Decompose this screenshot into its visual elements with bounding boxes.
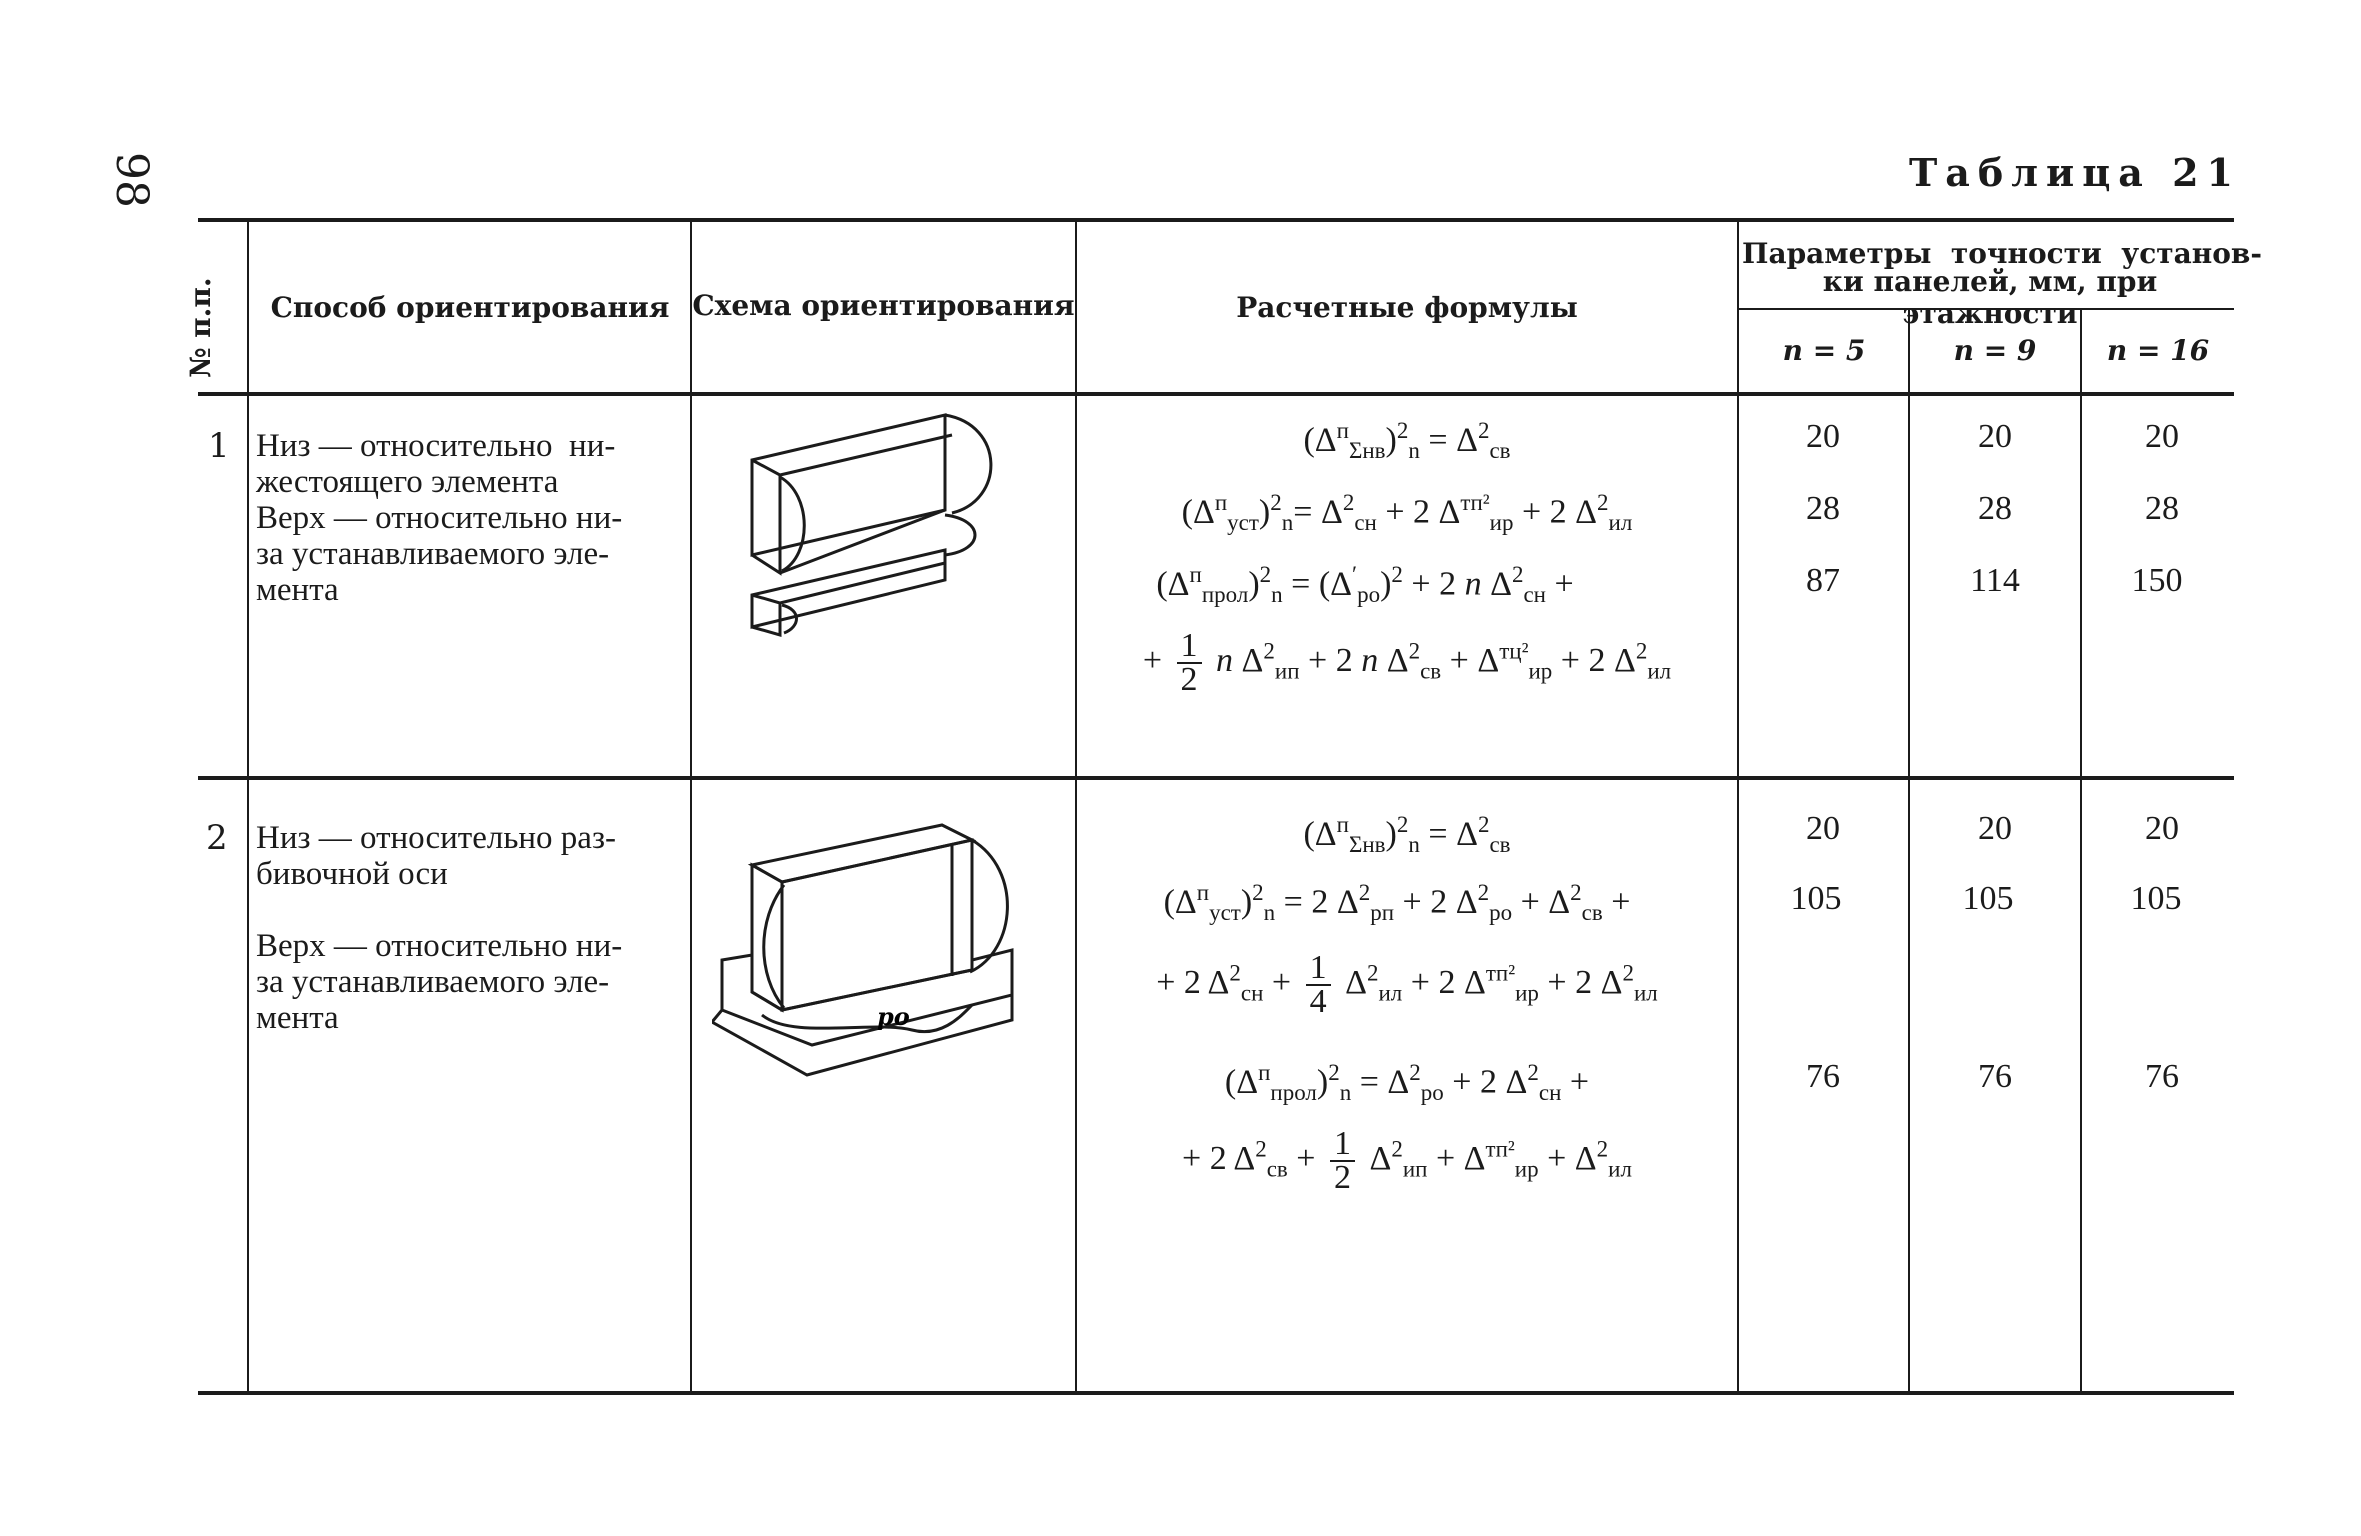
row-2-formula-1: $(\Delta^п_{\Sigma нв})^2_n = \Delta^2_{св}$ — [1303, 812, 1511, 858]
row-2-scheme-drawing — [712, 810, 1032, 1100]
row-1-value-n16: 150 — [2131, 562, 2183, 599]
row-1-formula-2: $(\Delta^п_{уст})^2_n= \Delta^2_{сн} + 2$ $\Delta^{тп^2}_{ир} + 2$ $\Delta^2_{ил}$ — [1181, 490, 1633, 536]
row-1-value-n5: 28 — [1806, 490, 1840, 527]
header-n5: n = 5 — [1782, 334, 1866, 367]
header-bottom-rule — [198, 392, 2234, 396]
header-method: Способ ориентирования — [270, 291, 670, 324]
row-1-value-n9: 28 — [1978, 490, 2012, 527]
header-params-line1: Параметры точности установ- — [1742, 237, 2262, 270]
row-1-value-n16: 20 — [2145, 418, 2179, 455]
row-2-method-line: Верх — относительно ни- — [256, 928, 623, 964]
row-1-formula-3-cont: + $\frac{1}{2}$ n $\Delta^2_{ип} + 2$ n $\Delta^2_{св} + \Delta^{тц^2}_{ир} + 2$ $\Delta^2_{ил}$ — [1142, 627, 1672, 698]
row-2-number: 2 — [206, 818, 228, 858]
header-num: № п.п. — [184, 277, 217, 378]
col-divider-formulas — [1737, 222, 1739, 1391]
row-2-method — [256, 820, 686, 1036]
row-2-formula-2: $(\Delta^п_{уст})^2_n = 2$ $\Delta^2_{рп} + 2$ $\Delta^2_{ро} + \Delta^2_{св}$ + — [1163, 880, 1631, 926]
row-1-value-n9: 20 — [1978, 418, 2012, 455]
header-n16: n = 16 — [2106, 334, 2210, 367]
col-divider-method — [690, 222, 692, 1391]
row-1-value-n16: 28 — [2145, 490, 2179, 527]
row-1-method-line: Верх — относительно ни- — [256, 500, 623, 536]
row-1-value-n5: 87 — [1806, 562, 1840, 599]
row-1-value-n5: 20 — [1806, 418, 1840, 455]
row-2-method-line: за устанавливаемого эле- — [256, 964, 610, 1000]
row-2-formula-3: $(\Delta^п_{прол})^2_n = \Delta^2_{ро} + 2$ $\Delta^2_{сн}$ + — [1224, 1060, 1590, 1106]
row-2-method-line: мента — [256, 1000, 339, 1036]
scheme-label-ro: ро — [877, 1002, 910, 1031]
col-divider-n9 — [2080, 310, 2082, 1391]
row-1-method-line: мента — [256, 572, 339, 608]
row-1-number: 1 — [208, 426, 230, 466]
table-title: Таблица 21 — [1908, 150, 2241, 195]
col-divider-n5 — [1908, 310, 1910, 1391]
row-2-value-n9: 105 — [1962, 880, 2014, 917]
row-2-method-line: Низ — относительно раз- — [256, 820, 616, 856]
header-scheme: Схема ориентирования — [692, 289, 1075, 322]
row-1-method-line: Низ — относительно ни- — [256, 428, 616, 464]
row-2-formula-3-cont: + 2 $\Delta^2_{св}$ + $\frac{1}{2}$ $\Delta^2_{ип} + \Delta^{тп^2}_{ир} + \Delta^2_{ил}$ — [1182, 1125, 1632, 1196]
row-2-value-n16: 20 — [2145, 810, 2179, 847]
row-2-value-n5: 105 — [1790, 880, 1842, 917]
col-divider-scheme — [1075, 222, 1077, 1391]
row-1-method — [256, 428, 686, 608]
row-1-value-n9: 114 — [1970, 562, 2020, 599]
row-2-value-n16: 105 — [2130, 880, 2182, 917]
row-1-method-line: жестоящего элемента — [256, 464, 559, 500]
table-bottom-rule — [198, 1391, 2234, 1395]
row-2-method-line: бивочной оси — [256, 856, 448, 892]
header-params-line2: ки панелей, мм, при этажности — [1822, 265, 2158, 330]
row-separator-rule — [198, 776, 2234, 780]
page-number: 98 — [106, 152, 158, 208]
row-1-formula-3: $(\Delta^п_{прол})^2_n = (\Delta'_{ро})^2 + 2$ n $\Delta^2_{сн}$ + — [1156, 562, 1574, 608]
header-formulas: Расчетные формулы — [1236, 291, 1578, 324]
row-2-value-n9: 76 — [1978, 1058, 2012, 1095]
row-2-value-n16: 76 — [2145, 1058, 2179, 1095]
row-2-value-n5: 20 — [1806, 810, 1840, 847]
row-1-scheme-drawing — [740, 405, 1040, 665]
row-2-value-n9: 20 — [1978, 810, 2012, 847]
table-top-rule — [198, 218, 2234, 222]
row-1-formula-1: $(\Delta^п_{\Sigma нв})^2_n = \Delta^2_{св}$ — [1303, 418, 1511, 464]
row-2-value-n5: 76 — [1806, 1058, 1840, 1095]
row-1-method-line: за устанавливаемого эле- — [256, 536, 610, 572]
col-divider-num — [247, 222, 249, 1391]
header-n9: n = 9 — [1953, 334, 2037, 367]
row-2-formula-2-cont: + 2 $\Delta^2_{сн}$ + $\frac{1}{4}$ $\Delta^2_{ил} + 2$ $\Delta^{тп^2}_{ир} + 2$ $\Delta^2_{ил}$ — [1156, 949, 1658, 1020]
